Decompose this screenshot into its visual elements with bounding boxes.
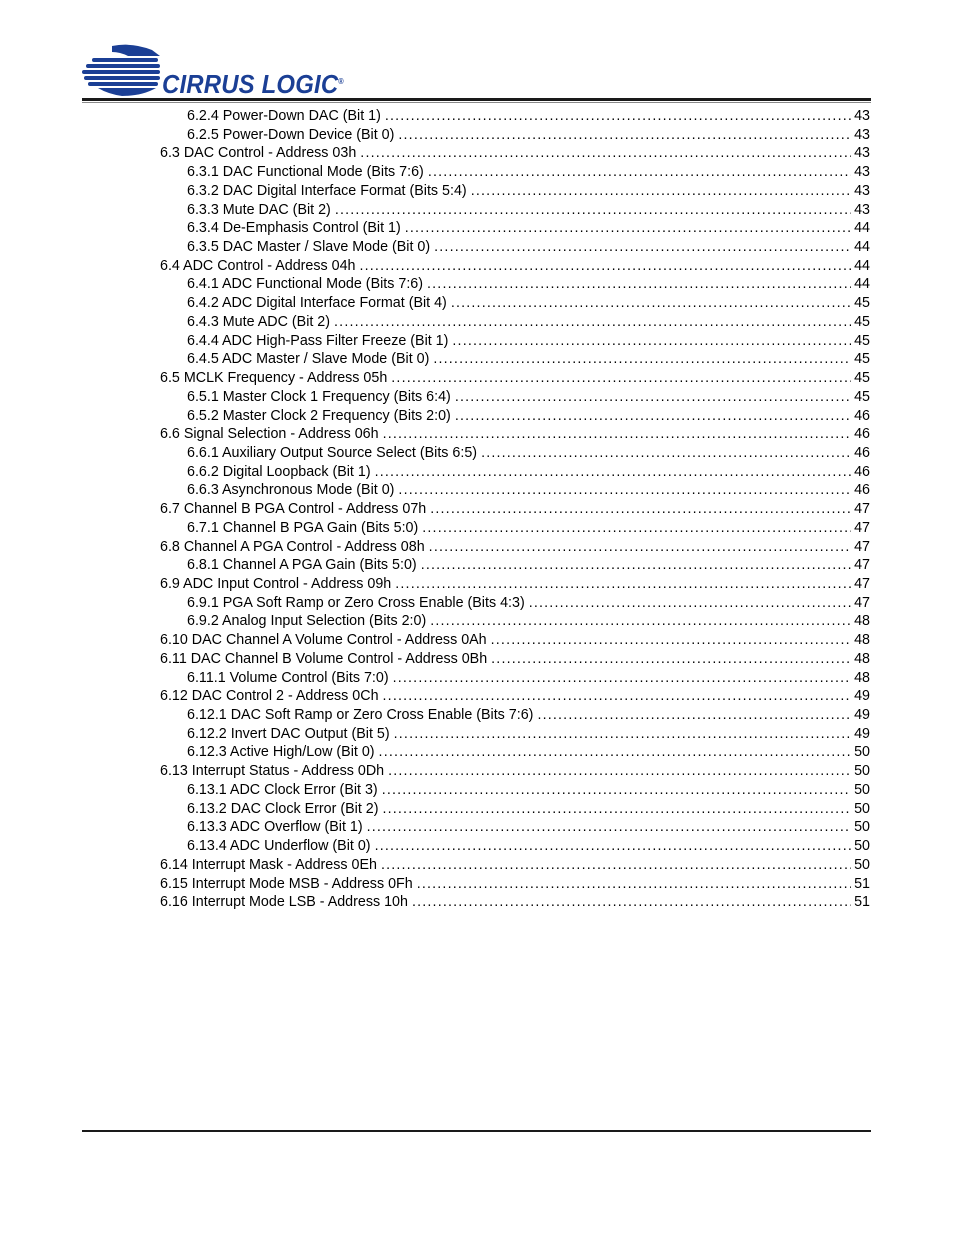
toc-dot-leader [434,238,851,257]
toc-dot-leader [360,257,852,276]
toc-dot-leader [451,294,851,313]
toc-entry-page: 47 [854,557,870,574]
toc-entry-title: 6.13.1 ADC Clock Error (Bit 3) [187,781,378,798]
toc-entry[interactable] [160,369,870,388]
toc-entry-page: 50 [854,744,870,761]
toc-entry-title: 6.3.4 De-Emphasis Control (Bit 1) [187,220,401,237]
toc-dot-leader [455,388,851,407]
toc-entry-title: 6.3.2 DAC Digital Interface Format (Bits 5:4) [187,182,467,199]
toc-entry-page: 46 [854,407,870,424]
toc-entry-page: 48 [854,669,870,686]
toc-dot-leader [405,219,851,238]
toc-entry-page: 50 [854,819,870,836]
toc-entry[interactable] [187,669,870,688]
toc-dot-leader [383,425,852,444]
toc-entry-page: 45 [854,388,870,405]
toc-dot-leader [398,126,851,145]
toc-entry[interactable] [187,126,870,145]
toc-entry-title: 6.2.5 Power-Down Device (Bit 0) [187,126,395,143]
toc-entry[interactable] [187,481,870,500]
toc-dot-leader [471,182,851,201]
toc-entry-title: 6.5.1 Master Clock 1 Frequency (Bits 6:4) [187,388,451,405]
toc-entry[interactable] [160,631,870,650]
toc-entry[interactable] [187,407,870,426]
toc-entry[interactable] [160,687,870,706]
toc-entry-title: 6.12.1 DAC Soft Ramp or Zero Cross Enable (Bits 7:6) [187,707,534,724]
toc-entry[interactable] [187,294,870,313]
toc-entry-page: 44 [854,276,870,293]
toc-entry-page: 47 [854,538,870,555]
toc-entry-title: 6.4.1 ADC Functional Mode (Bits 7:6) [187,276,424,293]
toc-entry-title: 6.5 MCLK Frequency - Address 05h [160,370,388,387]
toc-dot-leader [428,163,851,182]
toc-entry-page: 43 [854,182,870,199]
toc-dot-leader [391,369,851,388]
toc-dot-leader [491,650,851,669]
toc-dot-leader [433,350,851,369]
toc-entry[interactable] [187,612,870,631]
toc-dot-leader [422,519,851,538]
toc-entry-page: 44 [854,220,870,237]
toc-entry-title: 6.11.1 Volume Control (Bits 7:0) [187,669,389,686]
toc-entry-page: 43 [854,126,870,143]
toc-entry-title: 6.12.3 Active High/Low (Bit 0) [187,744,375,761]
toc-entry[interactable] [160,500,870,519]
toc-entry[interactable] [187,594,870,613]
toc-entry-page: 48 [854,613,870,630]
toc-entry-page: 48 [854,632,870,649]
toc-dot-leader [412,893,851,912]
toc-entry[interactable] [187,201,870,220]
toc-dot-leader [382,800,851,819]
toc-entry-page: 44 [854,239,870,256]
toc-entry-title: 6.10 DAC Channel A Volume Control - Address 0Ah [160,632,487,649]
toc-entry[interactable] [160,856,870,875]
toc-entry[interactable] [187,706,870,725]
toc-dot-leader [360,144,851,163]
toc-entry-title: 6.13.3 ADC Overflow (Bit 1) [187,819,363,836]
toc-dot-leader [529,594,851,613]
toc-entry-title: 6.4.3 Mute ADC (Bit 2) [187,313,331,330]
toc-entry-page: 43 [854,164,870,181]
toc-entry-page: 50 [854,800,870,817]
toc-entry-title: 6.4 ADC Control - Address 04h [160,257,356,274]
toc-entry-page: 43 [854,108,870,124]
toc-entry-page: 45 [854,351,870,368]
toc-entry-title: 6.15 Interrupt Mode MSB - Address 0Fh [160,875,413,892]
toc-entry-page: 47 [854,519,870,536]
toc-dot-leader [388,762,851,781]
toc-entry-page: 49 [854,688,870,705]
toc-entry-page: 45 [854,370,870,387]
toc-entry-page: 46 [854,444,870,461]
toc-entry-title: 6.3 DAC Control - Address 03h [160,145,357,162]
toc-entry-title: 6.4.5 ADC Master / Slave Mode (Bit 0) [187,351,430,368]
toc-entry[interactable] [187,163,870,182]
toc-entry[interactable] [187,519,870,538]
toc-entry-page: 51 [854,875,870,892]
toc-dot-leader [429,538,851,557]
toc-dot-leader [537,706,851,725]
toc-entry-title: 6.13.4 ADC Underflow (Bit 0) [187,838,371,855]
toc-entry[interactable] [187,463,870,482]
toc-entry-title: 6.11 DAC Channel B Volume Control - Address 0Bh [160,650,488,667]
toc-entry-page: 49 [854,725,870,742]
toc-entry[interactable] [187,182,870,201]
toc-entry-title: 6.3.3 Mute DAC (Bit 2) [187,201,331,218]
toc-entry-title: 6.2.4 Power-Down DAC (Bit 1) [187,108,381,124]
toc-entry-title: 6.13.2 DAC Clock Error (Bit 2) [187,800,379,817]
toc-entry-title: 6.9.2 Analog Input Selection (Bits 2:0) [187,613,427,630]
toc-entry[interactable] [187,781,870,800]
toc-entry-page: 45 [854,313,870,330]
toc-entry[interactable] [160,144,870,163]
toc-entry[interactable] [160,257,870,276]
toc-entry-title: 6.8.1 Channel A PGA Gain (Bits 5:0) [187,557,417,574]
toc-dot-leader [421,556,851,575]
cirrus-logo-icon [82,44,162,98]
toc-entry-page: 50 [854,838,870,855]
toc-dot-leader [491,631,851,650]
header-rule [82,98,871,103]
toc-dot-leader [379,743,852,762]
toc-entry-title: 6.12.2 Invert DAC Output (Bit 5) [187,725,390,742]
toc-dot-leader [381,856,851,875]
toc-entry[interactable] [187,725,870,744]
toc-entry-page: 50 [854,781,870,798]
toc-entry-page: 43 [854,145,870,162]
toc-entry[interactable] [160,538,870,557]
toc-entry[interactable] [187,350,870,369]
toc-dot-leader [430,612,851,631]
toc-entry-page: 45 [854,332,870,349]
toc-entry-page: 48 [854,650,870,667]
toc-entry-page: 44 [854,257,870,274]
toc-entry-title: 6.3.1 DAC Functional Mode (Bits 7:6) [187,164,424,181]
toc-dot-leader [375,837,852,856]
toc-entry-page: 46 [854,463,870,480]
toc-dot-leader [430,500,851,519]
toc-entry-title: 6.6.1 Auxiliary Output Source Select (Bits 6:5) [187,444,478,461]
toc-entry-page: 50 [854,763,870,780]
toc-dot-leader [427,275,851,294]
toc-entry[interactable] [187,743,870,762]
toc-entry-title: 6.8 Channel A PGA Control - Address 08h [160,538,425,555]
toc-dot-leader [398,481,851,500]
toc-entry-page: 47 [854,501,870,518]
toc-entry-page: 45 [854,295,870,312]
toc-entry[interactable] [160,575,870,594]
toc-dot-leader [335,201,851,220]
toc-entry[interactable] [187,219,870,238]
toc-entry[interactable] [160,425,870,444]
toc-entry[interactable] [187,275,870,294]
toc-entry[interactable] [187,107,870,126]
toc-entry-title: 6.6.2 Digital Loopback (Bit 1) [187,463,371,480]
toc-entry[interactable] [187,837,870,856]
toc-entry-page: 46 [854,426,870,443]
toc-dot-leader [417,875,851,894]
toc-entry[interactable] [160,893,870,912]
toc-entry-title: 6.9.1 PGA Soft Ramp or Zero Cross Enable (Bits 4:3) [187,594,525,611]
toc-entry-page: 49 [854,707,870,724]
toc-entry-title: 6.12 DAC Control 2 - Address 0Ch [160,688,379,705]
toc-entry[interactable] [160,650,870,669]
toc-dot-leader [455,407,851,426]
toc-dot-leader [334,313,851,332]
toc-entry-page: 47 [854,576,870,592]
toc-entry[interactable] [187,444,870,463]
toc-entry-title: 6.6.3 Asynchronous Mode (Bit 0) [187,482,395,499]
toc-entry-title: 6.6 Signal Selection - Address 06h [160,426,379,443]
toc-entry[interactable] [187,313,870,332]
toc-entry-title: 6.14 Interrupt Mask - Address 0Eh [160,856,377,873]
toc-dot-leader [367,818,851,837]
toc-dot-leader [481,444,851,463]
toc-dot-leader [452,332,851,351]
toc-entry-page: 50 [854,856,870,873]
toc-entry[interactable] [187,388,870,407]
toc-entry[interactable] [187,800,870,819]
toc-entry-title: 6.4.2 ADC Digital Interface Format (Bit 4) [187,295,447,312]
brand-wordmark: CIRRUS LOGIC® [162,69,344,99]
toc-entry[interactable] [160,762,870,781]
toc-entry-title: 6.4.4 ADC High-Pass Filter Freeze (Bit 1) [187,332,449,349]
toc-entry-title: 6.7 Channel B PGA Control - Address 07h [160,501,427,518]
toc-entry-title: 6.13 Interrupt Status - Address 0Dh [160,763,385,780]
toc-entry-title: 6.5.2 Master Clock 2 Frequency (Bits 2:0) [187,407,451,424]
toc-entry-title: 6.7.1 Channel B PGA Gain (Bits 5:0) [187,519,419,536]
footer-rule [82,1130,871,1132]
toc-entry-title: 6.16 Interrupt Mode LSB - Address 10h [160,894,408,911]
toc-entry[interactable] [187,556,870,575]
toc-entry[interactable] [187,332,870,351]
toc-entry-page: 43 [854,201,870,218]
company-logo [82,44,352,100]
toc-entry-title: 6.9 ADC Input Control - Address 09h [160,576,392,592]
toc-entry[interactable] [187,818,870,837]
toc-dot-leader [383,687,852,706]
toc-entry-page: 46 [854,482,870,499]
toc-entry[interactable] [187,238,870,257]
toc-entry-page: 51 [854,894,870,911]
toc-dot-leader [382,781,851,800]
toc-dot-leader [385,107,851,126]
toc-entry-page: 47 [854,594,870,611]
toc-dot-leader [375,463,852,482]
toc-dot-leader [395,575,851,594]
toc-entry[interactable] [160,875,870,894]
toc-entry-title: 6.3.5 DAC Master / Slave Mode (Bit 0) [187,239,431,256]
toc-dot-leader [394,725,851,744]
toc-dot-leader [393,669,852,688]
